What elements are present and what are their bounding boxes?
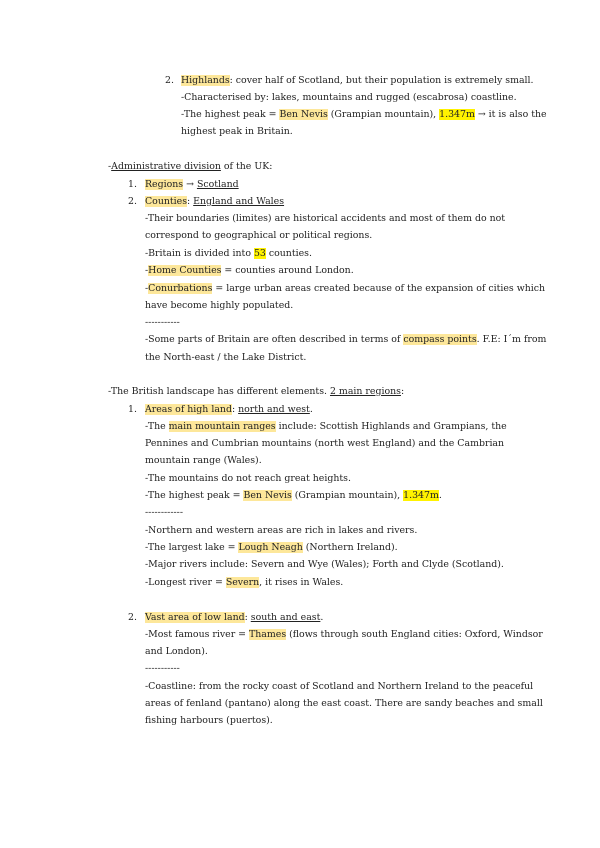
section-heading: -The British landscape has different elements. 2 main regions: [108,386,405,397]
text-line: fishing harbours (puertos). [145,715,273,726]
text-line: -Some parts of Britain are often described in terms of compass points. F.E: I´m from [145,334,547,345]
text-line: -Home Counties = counties around London. [145,265,354,276]
text-line: -Longest river = Severn, it rises in Wales. [145,577,344,588]
list-number: 1. [128,404,137,415]
text-line: correspond to geographical or political regions. [145,230,373,241]
text-line: -Their boundaries (limites) are historical accidents and most of them do not [145,213,506,224]
list-item: Counties: England and Wales [145,196,285,207]
text-line: have become highly populated. [145,300,294,311]
list-item: Vast area of low land: south and east. [145,612,324,623]
text-line: and London). [145,646,208,657]
separator: ------------ [145,507,184,518]
text-line: -The main mountain ranges include: Scottish Highlands and Grampians, the [145,421,507,432]
text-line: the North-east / the Lake District. [145,352,307,363]
text-line: -Characterised by: lakes, mountains and rugged (escabrosa) coastline. [181,92,517,103]
text-line: -The highest peak = Ben Nevis (Grampian mountain), 1.347m. [145,490,442,501]
list-item: Regions → Scotland [145,179,239,190]
text-line: -Conurbations = large urban areas created because of the expansion of cities which [145,283,546,294]
text-line: mountain range (Wales). [145,455,262,466]
list-number: 2. [165,75,174,86]
list-number: 2. [128,612,137,623]
list-number: 2. [128,196,137,207]
section-heading: -Administrative division of the UK: [108,161,273,172]
list-item: Areas of high land: north and west. [145,404,313,415]
text-line: -Northern and western areas are rich in lakes and rivers. [145,525,418,536]
highlands-heading: Highlands: cover half of Scotland, but their population is extremely small. [181,75,534,86]
text-line: -Major rivers include: Severn and Wye (Wales); Forth and Clyde (Scotland). [145,559,504,570]
text-line: areas of fenland (pantano) along the east coast. There are sandy beaches and small [145,698,543,709]
text-line: Pennines and Cumbrian mountains (north west England) and the Cambrian [145,438,505,449]
text-line: -The highest peak = Ben Nevis (Grampian mountain), 1.347m → it is also the [181,109,547,120]
separator: ----------- [145,663,180,674]
text-line: highest peak in Britain. [181,126,293,137]
text-line: -Most famous river = Thames (flows through south England cities: Oxford, Windsor [145,629,543,640]
separator: ----------- [145,317,180,328]
highlight: Highlands [181,75,230,86]
text-line: -Coastline: from the rocky coast of Scotland and Northern Ireland to the peaceful [145,681,534,692]
text-line: -The largest lake = Lough Neagh (Northern Ireland). [145,542,398,553]
list-number: 1. [128,179,137,190]
text-line: -The mountains do not reach great heights. [145,473,351,484]
text-line: -Britain is divided into 53 counties. [145,248,312,259]
